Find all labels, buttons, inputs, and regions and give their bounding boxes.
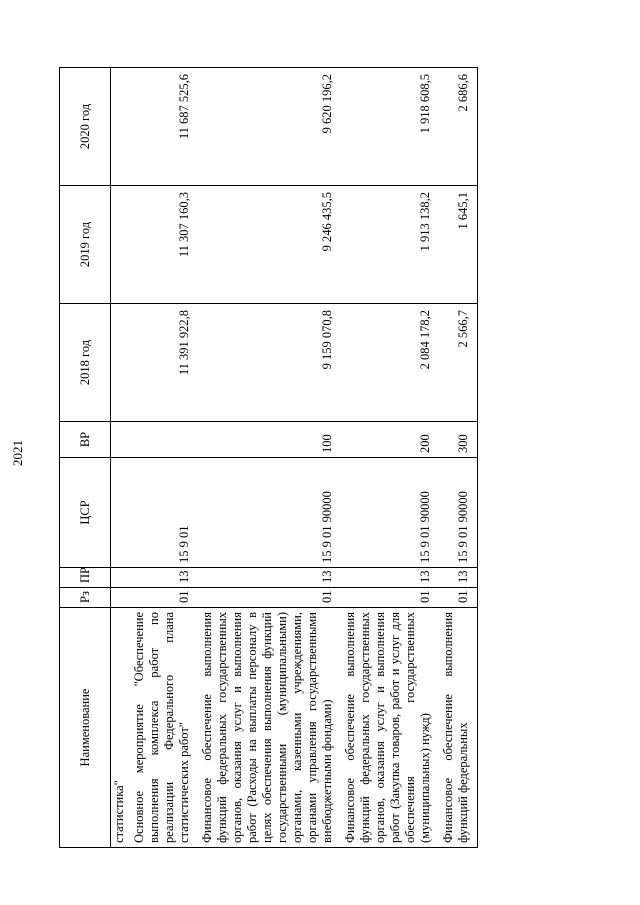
row-csr: 15 9 01 — [130, 458, 198, 568]
header-2020: 2020 год — [60, 68, 111, 186]
header-name: Наименование — [60, 608, 111, 848]
row-rz: 01 — [341, 588, 439, 608]
row-2020: 9 620 196,2 — [198, 68, 341, 186]
header-2018: 2018 год — [60, 304, 111, 422]
row-2019: 1 913 138,2 — [341, 186, 439, 304]
header-2019: 2019 год — [60, 186, 111, 304]
row-vr: 200 — [341, 422, 439, 458]
row-csr: 15 9 01 90000 — [341, 458, 439, 568]
row-name: Основное мероприятие "Обеспечение выполнения комплекса работ по реализации Федерального плана статистических работ" — [130, 608, 198, 848]
row-2019: 9 246 435,5 — [198, 186, 341, 304]
row-2018: 9 159 070,8 — [198, 304, 341, 422]
row-name: Финансовое обеспечение выполнения функций федеральных — [439, 608, 478, 848]
row-pr: 13 — [341, 568, 439, 588]
table-header-row — [60, 68, 111, 848]
row-pr: 13 — [130, 568, 198, 588]
row-2019: 1 645,1 — [439, 186, 478, 304]
table-row — [130, 68, 198, 848]
row-2018: 11 391 922,8 — [130, 304, 198, 422]
row-2020: 11 687 525,6 — [130, 68, 198, 186]
row-2018: 2 084 178,2 — [341, 304, 439, 422]
header-csr: ЦСР — [60, 458, 111, 568]
row-vr: 300 — [439, 422, 478, 458]
budget-table — [59, 67, 478, 848]
row-rz: 01 — [439, 588, 478, 608]
header-rz: Рз — [60, 588, 111, 608]
row-2020: 1 918 608,5 — [341, 68, 439, 186]
row-2019: 11 307 160,3 — [130, 186, 198, 304]
row-csr: 15 9 01 90000 — [198, 458, 341, 568]
row-vr: 100 — [198, 422, 341, 458]
row-name: Финансовое обеспечение выполнения функций федеральных государственных органов, оказания услуг и выполнения работ (Закупка товаров, работ и услуг для обеспечения государственных (муниципальных) нужд) — [341, 608, 439, 848]
header-pr: ПР — [60, 568, 111, 588]
table-row-continuation — [111, 68, 131, 848]
table-row — [439, 68, 478, 848]
table-row — [341, 68, 439, 848]
table-row — [198, 68, 341, 848]
continuation-text: статистика" — [111, 608, 131, 848]
row-name: Финансовое обеспечение выполнения функций федеральных государственных органов, оказания услуг и выполнения работ (Расходы на выплаты персоналу в целях обеспечения выполнения функций государственными (муниципальными) органами, казенными учреждениями, органами управления государственными внебюджетными фондами) — [198, 608, 341, 848]
row-pr: 13 — [439, 568, 478, 588]
header-vr: ВР — [60, 422, 111, 458]
row-2020: 2 686,6 — [439, 68, 478, 186]
row-vr — [130, 422, 198, 458]
budget-table-rotated — [59, 68, 597, 848]
row-2018: 2 566,7 — [439, 304, 478, 422]
row-pr: 13 — [198, 568, 341, 588]
page-number: 2021 — [10, 440, 25, 466]
row-rz: 01 — [198, 588, 341, 608]
row-rz: 01 — [130, 588, 198, 608]
row-csr: 15 9 01 90000 — [439, 458, 478, 568]
